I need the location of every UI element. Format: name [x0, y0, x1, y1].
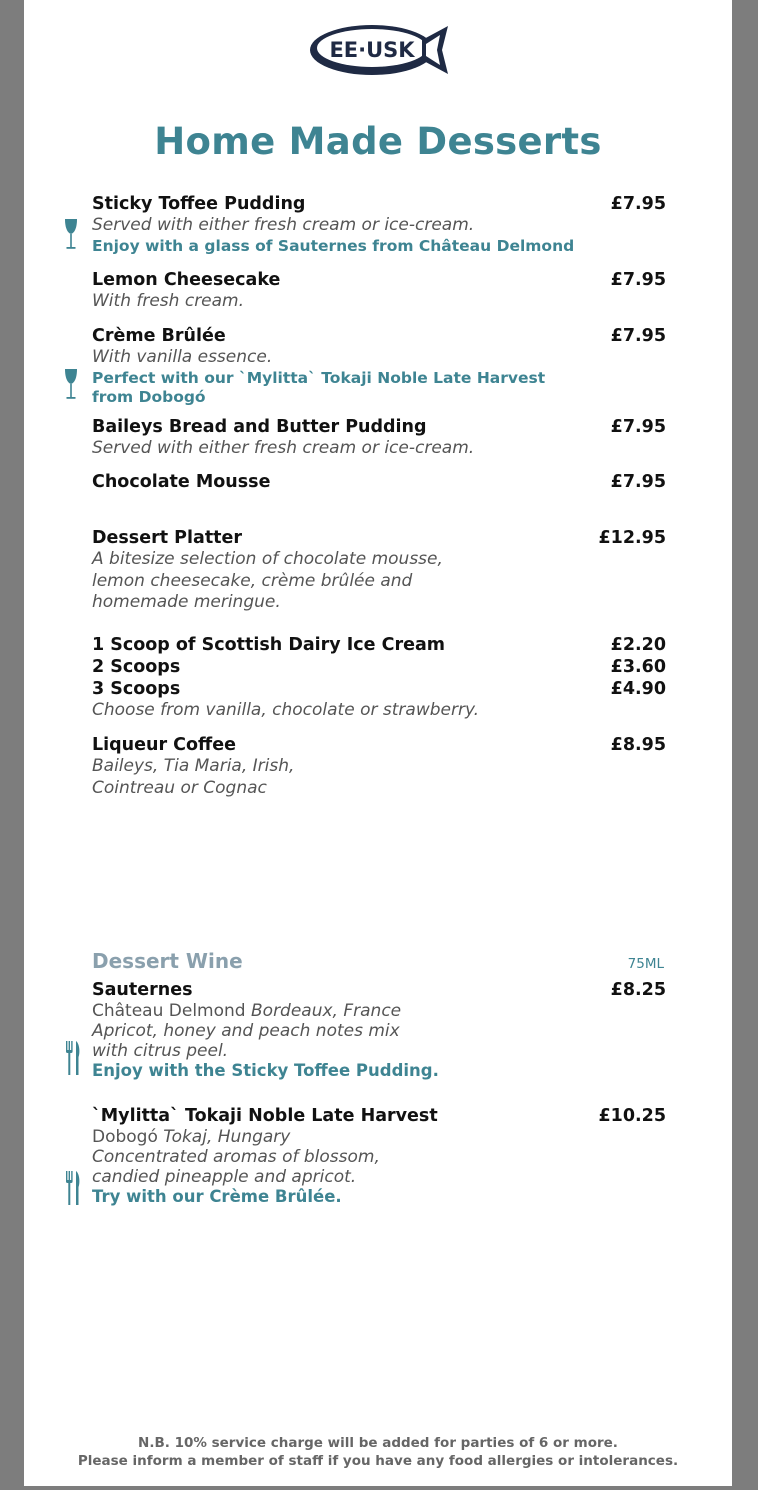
footer-service-charge: N.B. 10% service charge will be added for parties of 6 or more.	[138, 1435, 618, 1451]
wine-origin	[92, 1001, 666, 1021]
item-description: Choose from vanilla, chocolate or strawberry.	[92, 700, 480, 720]
item-price: £7.95	[610, 326, 666, 346]
section-title-dessert-wine: Dessert Wine	[92, 949, 243, 973]
item-price: £8.95	[610, 735, 666, 755]
item-pairing: Enjoy with a glass of Sauternes from Château Delmond	[92, 236, 575, 255]
item-description-line: Baileys, Tia Maria, Irish,	[92, 756, 295, 776]
item-name: Lemon Cheesecake	[92, 270, 281, 290]
wine-notes-line: Concentrated aromas of blossom,	[92, 1147, 380, 1167]
item-description: With fresh cream.	[92, 291, 245, 311]
ice-cream-option	[92, 678, 666, 700]
page-title: Home Made Desserts	[154, 120, 602, 163]
wine-region: Bordeaux, France	[251, 1001, 402, 1021]
item-pairing-line2: from Dobogó	[92, 388, 206, 406]
wine-glass-icon	[64, 368, 78, 400]
wine-pairing: Try with our Crème Brûlée.	[92, 1187, 342, 1206]
item-price: £12.95	[598, 528, 666, 548]
item-name: Crème Brûlée	[92, 326, 226, 346]
item-name: `Mylitta` Tokaji Noble Late Harvest	[92, 1106, 438, 1126]
item-name: 1 Scoop of Scottish Dairy Ice Cream	[92, 635, 446, 655]
wine-pairing: Enjoy with the Sticky Toffee Pudding.	[92, 1061, 439, 1080]
item-price: £8.25	[610, 980, 666, 1000]
wine-notes-line: candied pineapple and apricot.	[92, 1167, 357, 1187]
wine-origin	[92, 1127, 666, 1147]
item-description-line: lemon cheesecake, crème brûlée and	[92, 570, 413, 591]
item-price: £3.60	[610, 657, 666, 677]
menu-item-chocolate-mousse	[92, 471, 666, 493]
item-price: £2.20	[610, 635, 666, 655]
fork-knife-icon	[65, 1040, 81, 1076]
wine-glass-icon	[64, 218, 78, 250]
item-description-line: A bitesize selection of chocolate mousse,	[92, 549, 443, 569]
menu-item-baileys-pudding	[92, 416, 666, 460]
wine-producer: Château Delmond	[92, 1001, 246, 1021]
item-name: 3 Scoops	[92, 679, 181, 699]
wine-item-mylitta	[92, 1105, 666, 1207]
logo-text: EE·USK	[329, 38, 415, 62]
item-price: £7.95	[610, 417, 666, 437]
item-price: £4.90	[610, 679, 666, 699]
item-name: 2 Scoops	[92, 657, 181, 677]
item-name: Sticky Toffee Pudding	[92, 194, 306, 214]
item-description: Served with either fresh cream or ice-cream.	[92, 438, 475, 458]
item-pairing-line1: Perfect with our `Mylitta` Tokaji Noble Late Harvest	[92, 368, 546, 387]
menu-item-ice-cream	[92, 634, 666, 722]
wine-notes-line: with citrus peel.	[92, 1041, 229, 1061]
item-price: £10.25	[598, 1106, 666, 1126]
item-description: With vanilla essence.	[92, 347, 273, 367]
menu-item-creme-brulee	[92, 325, 666, 408]
menu-page	[24, 0, 732, 1486]
item-name: Baileys Bread and Butter Pudding	[92, 417, 427, 437]
item-name: Chocolate Mousse	[92, 472, 271, 492]
item-price: £7.95	[610, 472, 666, 492]
wine-region: Tokaj, Hungary	[163, 1127, 291, 1147]
item-description-line: homemade meringue.	[92, 592, 281, 612]
item-description: Served with either fresh cream or ice-cream.	[92, 215, 475, 235]
fork-knife-icon	[65, 1170, 81, 1206]
menu-item-lemon-cheesecake	[92, 269, 666, 313]
fish-logo-icon	[306, 18, 451, 82]
menu-item-liqueur-coffee	[92, 734, 666, 799]
wine-producer: Dobogó	[92, 1127, 158, 1147]
serving-size-label: 75ML	[627, 956, 664, 972]
item-description-line: Cointreau or Cognac	[92, 777, 267, 798]
wine-notes-line: Apricot, honey and peach notes mix	[92, 1021, 400, 1041]
wine-item-sauternes	[92, 979, 666, 1081]
item-name: Sauternes	[92, 980, 193, 1000]
item-name: Dessert Platter	[92, 528, 243, 548]
menu-item-dessert-platter	[92, 527, 666, 614]
ice-cream-option	[92, 634, 666, 656]
footer-allergy-notice: Please inform a member of staff if you have any food allergies or intolerances.	[77, 1453, 679, 1469]
ice-cream-option	[92, 656, 666, 678]
item-name: Liqueur Coffee	[92, 735, 236, 755]
menu-item-sticky-toffee	[92, 193, 666, 256]
item-price: £7.95	[610, 194, 666, 214]
item-price: £7.95	[610, 270, 666, 290]
